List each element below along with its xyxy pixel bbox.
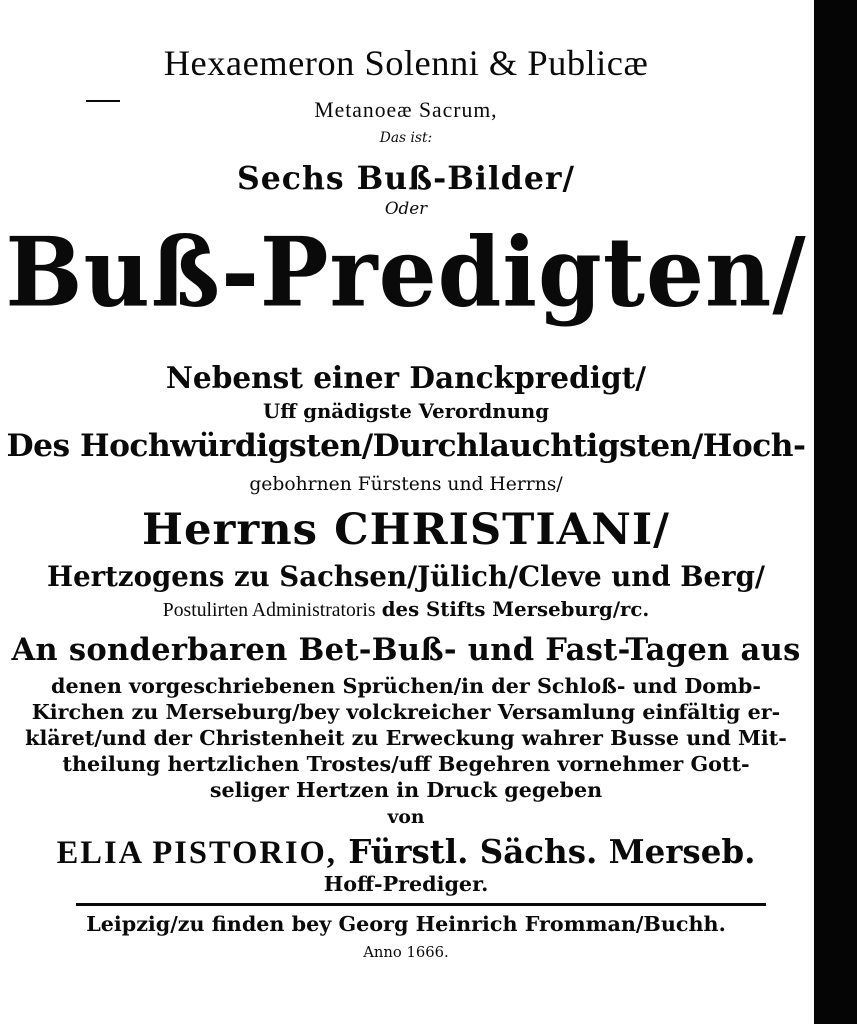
title-line-15: denen vorgeschriebenen Sprüchen/in der Schloß- und Domb- xyxy=(51,674,761,698)
title-line-14: An sonderbaren Bet-Buß- und Fast-Tagen aus xyxy=(11,632,801,668)
latin-subtitle: Metanoeæ Sacrum, xyxy=(314,98,498,122)
title-line-7: Nebenst einer Danckpredigt/ xyxy=(165,360,647,395)
title-line-8: Uff gnädigste Verordnung xyxy=(263,400,549,423)
title-line-18: theilung hertzlichen Trostes/uff Begehren vornehmer Gott- xyxy=(62,752,750,776)
scan-border xyxy=(814,0,857,1024)
latin-title: Hexaemeron Solenni & Publicæ xyxy=(163,43,649,83)
title-line-19: seliger Hertzen in Druck gegeben xyxy=(209,778,603,802)
german-subtitle: Sechs Buß-Bilder/ xyxy=(237,160,575,197)
title-line-10: gebohrnen Fürstens und Herrns/ xyxy=(249,474,563,495)
title-line-16: Kirchen zu Merseburg/bey volckreicher Versamlung einfältig er- xyxy=(31,700,781,724)
author-line xyxy=(0,832,812,872)
imprint-line: Leipzig/zu finden bey Georg Heinrich Fromman/Buchh. xyxy=(86,912,726,936)
das-ist-line: Das ist: xyxy=(379,130,433,146)
imprint-year: Anno 1666. xyxy=(363,944,449,961)
title-line-13-roman: Postulirten Administratoris xyxy=(162,599,376,621)
author-name: ELIA PISTORIO, xyxy=(56,835,337,871)
title-line-13 xyxy=(0,598,812,622)
patron-name: Herrns CHRISTIANI/ xyxy=(142,504,670,555)
divider-rule xyxy=(76,903,766,906)
main-title: Buß-Predigten/ xyxy=(5,215,807,329)
title-line-9: Des Hochwürdigsten/Durchlauchtigsten/Hoch- xyxy=(6,428,806,464)
title-line-17: kläret/und der Christenheit zu Erweckung wahrer Busse und Mit- xyxy=(25,726,787,750)
title-line-13-fraktur: des Stifts Merseburg/rc. xyxy=(381,598,650,621)
patron-titles: Hertzogens zu Sachsen/Jülich/Cleve und Berg/ xyxy=(47,560,765,593)
von-line: von xyxy=(387,806,425,828)
author-office: Hoff-Prediger. xyxy=(323,872,489,896)
oder-line: Oder xyxy=(384,198,428,218)
author-title: Fürstl. Sächs. Merseb. xyxy=(348,832,756,871)
